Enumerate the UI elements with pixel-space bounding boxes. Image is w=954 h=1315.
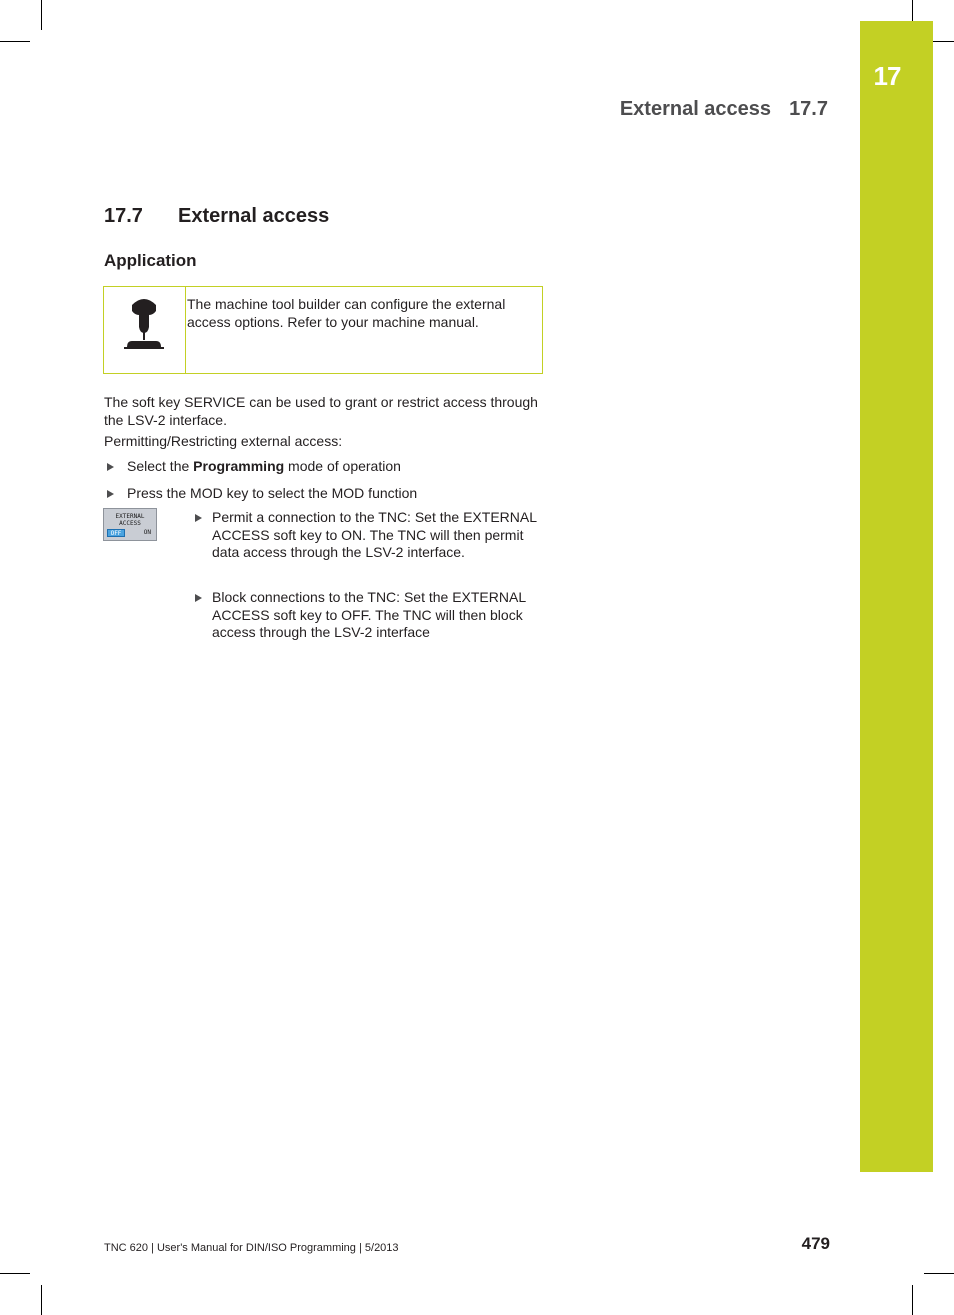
crop-mark bbox=[924, 1273, 954, 1274]
softkey-label: EXTERNAL bbox=[115, 513, 145, 520]
step-text: mode of operation bbox=[284, 458, 401, 474]
body-paragraph: The soft key SERVICE can be used to grant or restrict access through the LSV-2 interface. bbox=[104, 394, 538, 428]
arrow-icon bbox=[195, 594, 202, 602]
note-box bbox=[103, 286, 543, 374]
running-head-section: 17.7 bbox=[789, 98, 828, 120]
external-access-softkey[interactable] bbox=[103, 508, 157, 541]
arrow-icon bbox=[107, 490, 114, 498]
chapter-number: 17 bbox=[873, 61, 901, 91]
running-head-title: External access bbox=[619, 98, 772, 120]
note-text: The machine tool builder can configure the external access options. Refer to your machine manual. bbox=[187, 296, 506, 330]
softkey-label: ACCESS bbox=[119, 520, 141, 527]
crop-mark bbox=[0, 1273, 30, 1274]
step-item bbox=[107, 458, 547, 476]
step-emphasis: Programming bbox=[193, 458, 285, 474]
step-item bbox=[195, 509, 545, 562]
step-item bbox=[107, 485, 547, 503]
crop-mark bbox=[41, 1285, 42, 1315]
note-divider bbox=[185, 287, 186, 373]
running-head bbox=[560, 98, 828, 121]
page-number: 479 bbox=[801, 1234, 830, 1253]
softkey-on: ON bbox=[143, 529, 151, 536]
chapter-tab bbox=[860, 21, 933, 1172]
machine-icon bbox=[122, 297, 166, 355]
crop-mark bbox=[0, 41, 30, 42]
step-text: Permit a connection to the TNC: Set the EXTERNAL ACCESS soft key to ON. The TNC will then permit data access through the LSV-2 interface. bbox=[212, 509, 537, 560]
arrow-icon bbox=[195, 514, 202, 522]
body-paragraph: Permitting/Restricting external access: bbox=[104, 433, 343, 449]
step-text: Select the bbox=[127, 458, 194, 474]
section-title: External access bbox=[178, 205, 330, 227]
softkey-toggle bbox=[107, 529, 153, 537]
section-number: 17.7 bbox=[104, 205, 143, 227]
step-text: Block connections to the TNC: Set the EXTERNAL ACCESS soft key to OFF. The TNC will then block access through the LSV-2 interface bbox=[212, 589, 526, 640]
step-item bbox=[195, 589, 545, 642]
section-heading bbox=[104, 205, 329, 228]
step-text: Press the MOD key to select the MOD function bbox=[127, 485, 418, 501]
crop-mark bbox=[912, 1285, 913, 1315]
crop-mark bbox=[41, 0, 42, 30]
softkey-off: OFF bbox=[107, 529, 125, 537]
arrow-icon bbox=[107, 463, 114, 471]
sub-heading: Application bbox=[104, 251, 197, 270]
footer-text: TNC 620 | User's Manual for DIN/ISO Programming | 5/2013 bbox=[104, 1242, 399, 1254]
